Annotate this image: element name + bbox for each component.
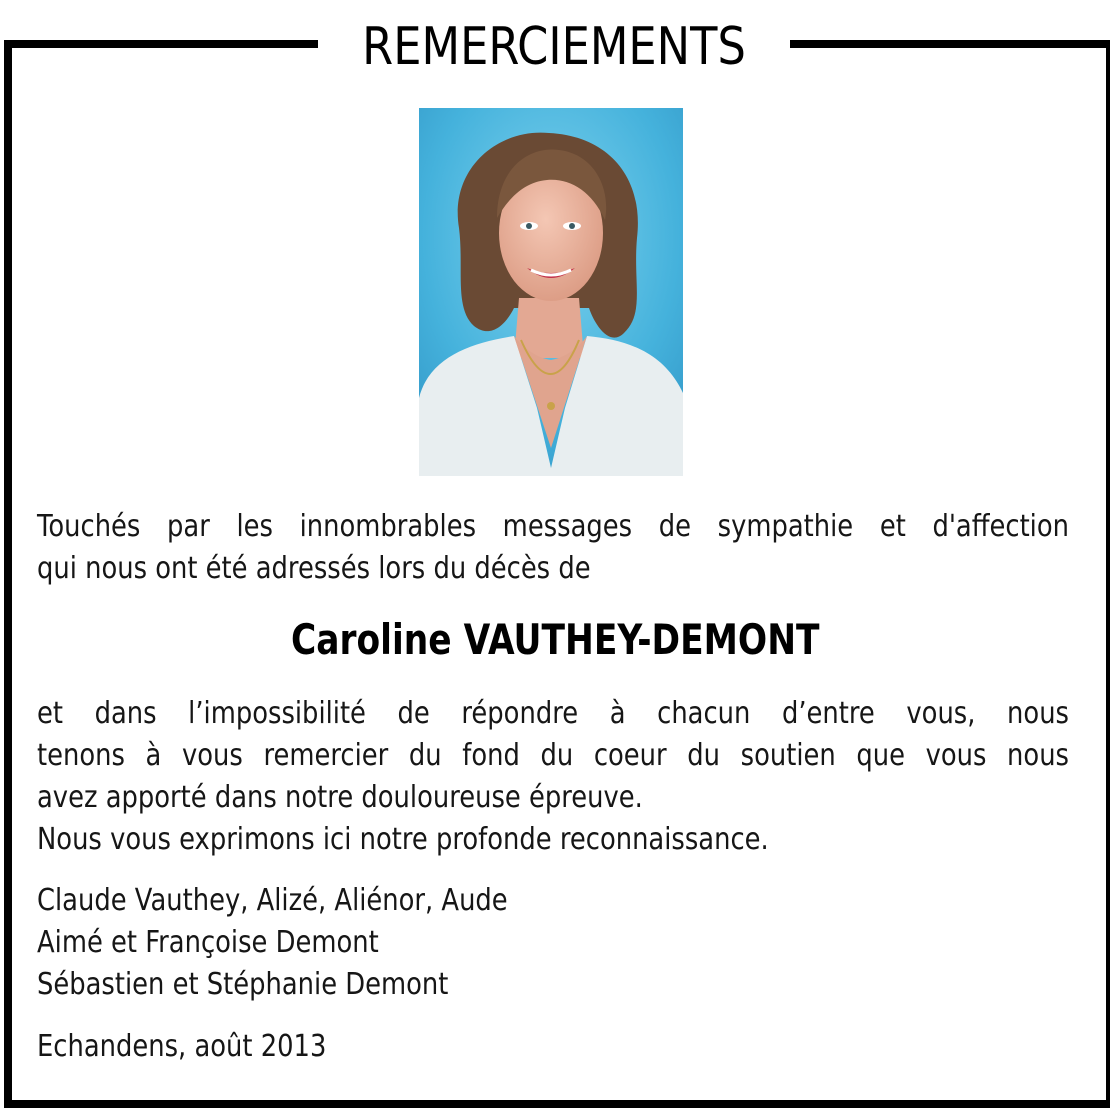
portrait-illustration (419, 108, 683, 476)
family-line-3: Sébastien et Stéphanie Demont (37, 967, 449, 1002)
intro-line-1: Touchés par les innombrables messages de sympathie et d'affection (37, 509, 1069, 544)
family-line-2: Aimé et Françoise Demont (37, 925, 379, 960)
intro-line-2: qui nous ont été adressés lors du décès de (37, 551, 591, 586)
place-date-text: Echandens, août 2013 (37, 1029, 327, 1064)
deceased-name-text: Caroline VAUTHEY-DEMONT (290, 615, 820, 664)
message-line-3: avez apporté dans notre douloureuse épreuve. (37, 780, 643, 815)
place-date (37, 1026, 1069, 1068)
family-line-1: Claude Vauthey, Alizé, Aliénor, Aude (37, 883, 508, 918)
notice-title: REMERCIEMENTS (362, 17, 746, 77)
deceased-name (0, 612, 1110, 668)
message-line-1: et dans l’impossibilité de répondre à chacun d’entre vous, nous (37, 696, 1069, 731)
portrait-photo (419, 108, 683, 476)
message-line-4: Nous vous exprimons ici notre profonde reconnaissance. (37, 822, 769, 857)
message-paragraph (37, 693, 1069, 861)
intro-paragraph (37, 506, 1069, 590)
message-line-2: tenons à vous remercier du fond du coeur du soutien que vous nous (37, 738, 1069, 773)
family-signatures (37, 880, 1069, 1006)
